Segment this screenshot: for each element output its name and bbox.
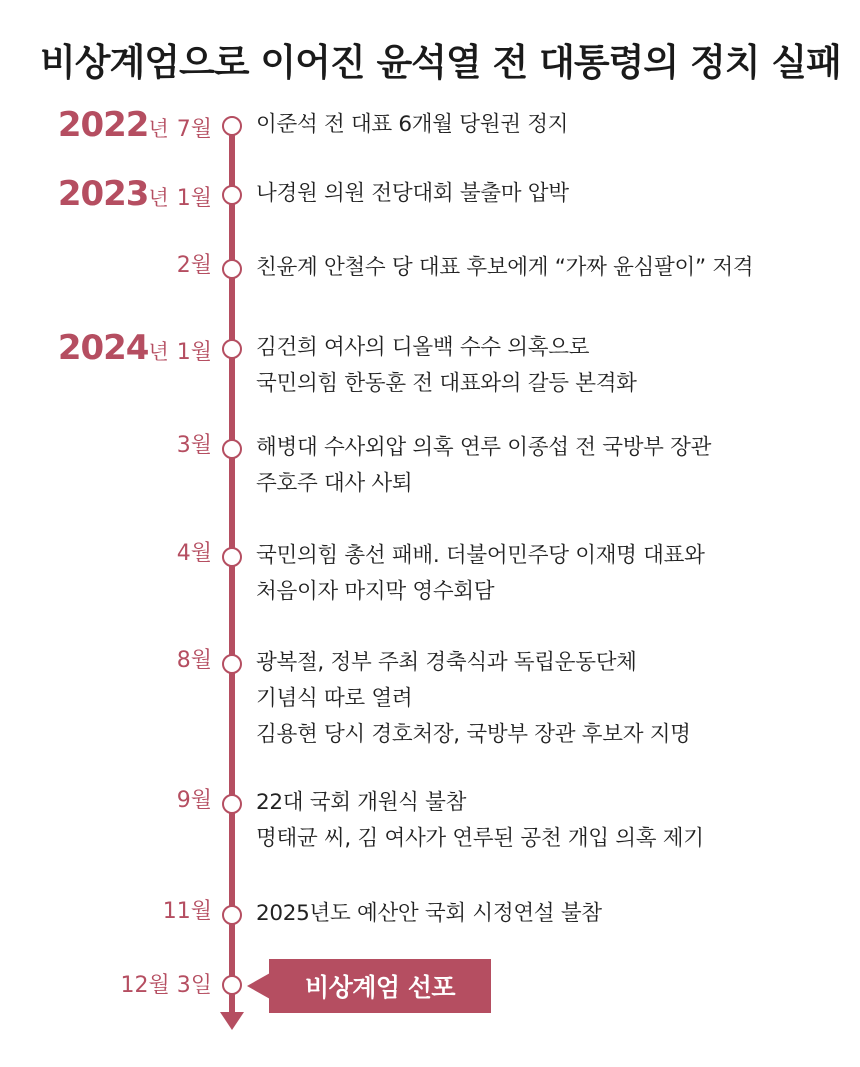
event-date [58, 174, 212, 214]
event-date [155, 894, 212, 934]
timeline-node [222, 794, 242, 814]
event-date [58, 105, 212, 145]
event-year: 2024 [57, 328, 149, 368]
event-line: 친윤계 안철수 당 대표 후보에게 “가짜 윤심팔이” 저격 [256, 255, 754, 280]
event-line: 2025년도 예산안 국회 시정연설 불참 [256, 901, 602, 926]
page-title: 비상계엄으로 이어진 윤석열 전 대통령의 정치 실패 [40, 41, 841, 84]
callout-pointer [247, 973, 270, 999]
event-line: 이준석 전 대표 6개월 당원권 정지 [256, 112, 569, 137]
event-description [256, 107, 568, 143]
event-month: 2월 [176, 253, 212, 278]
event-line: 주호주 대사 사퇴 [256, 471, 413, 496]
event-description [256, 176, 569, 212]
timeline-node-final [222, 975, 242, 995]
event-line: 처음이자 마지막 영수회담 [256, 579, 495, 604]
event-month: 7월 [176, 117, 212, 142]
event-description [256, 330, 637, 402]
event-month: 11월 [162, 899, 212, 924]
timeline-node [222, 654, 242, 674]
timeline-node [222, 116, 242, 136]
event-month: 4월 [176, 541, 212, 566]
final-date [113, 968, 213, 1008]
event-month: 8월 [176, 648, 212, 673]
event-year: 2023 [57, 174, 149, 214]
timeline-node [222, 259, 242, 279]
event-month: 3월 [176, 433, 212, 458]
timeline-node [222, 439, 242, 459]
timeline-axis [229, 120, 235, 1018]
final-date-label: 12월 3일 [120, 973, 212, 998]
event-line: 국민의힘 총선 패배. 더불어민주당 이재명 대표와 [256, 543, 705, 568]
event-date [169, 536, 212, 576]
event-line: 해병대 수사외압 의혹 연루 이종섭 전 국방부 장관 [256, 435, 712, 460]
event-description [256, 785, 704, 857]
timeline-node [222, 339, 242, 359]
event-description [256, 896, 602, 932]
event-line: 김건희 여사의 디올백 수수 의혹으로 [256, 335, 590, 360]
event-line: 22대 국회 개원식 불참 [256, 790, 467, 815]
timeline-node [222, 905, 242, 925]
event-month: 9월 [176, 788, 212, 813]
event-line: 국민의힘 한동훈 전 대표와의 갈등 본격화 [256, 371, 637, 396]
event-month: 1월 [176, 340, 212, 365]
timeline-node [222, 547, 242, 567]
timeline-node [222, 185, 242, 205]
event-month: 1월 [176, 186, 212, 211]
event-date [58, 328, 212, 368]
event-description [256, 645, 691, 753]
event-year: 2022 [57, 105, 149, 145]
martial-law-callout: 비상계엄 선포 [269, 959, 491, 1013]
event-description [256, 538, 705, 610]
event-date [169, 428, 212, 468]
event-date [169, 248, 212, 288]
event-year-suffix: 년 [148, 186, 169, 210]
event-line: 기념식 따로 열려 [256, 686, 413, 711]
timeline-arrow-icon [220, 1012, 244, 1030]
event-year-suffix: 년 [148, 117, 169, 141]
event-line: 광복절, 정부 주최 경축식과 독립운동단체 [256, 650, 637, 675]
event-date [169, 643, 212, 683]
event-description [256, 250, 753, 286]
event-date [169, 783, 212, 823]
event-line: 나경원 의원 전당대회 불출마 압박 [256, 181, 569, 206]
event-description [256, 430, 711, 502]
event-line: 김용현 당시 경호처장, 국방부 장관 후보자 지명 [256, 722, 691, 747]
event-year-suffix: 년 [148, 340, 169, 364]
event-line: 명태균 씨, 김 여사가 연루된 공천 개입 의혹 제기 [256, 826, 704, 851]
